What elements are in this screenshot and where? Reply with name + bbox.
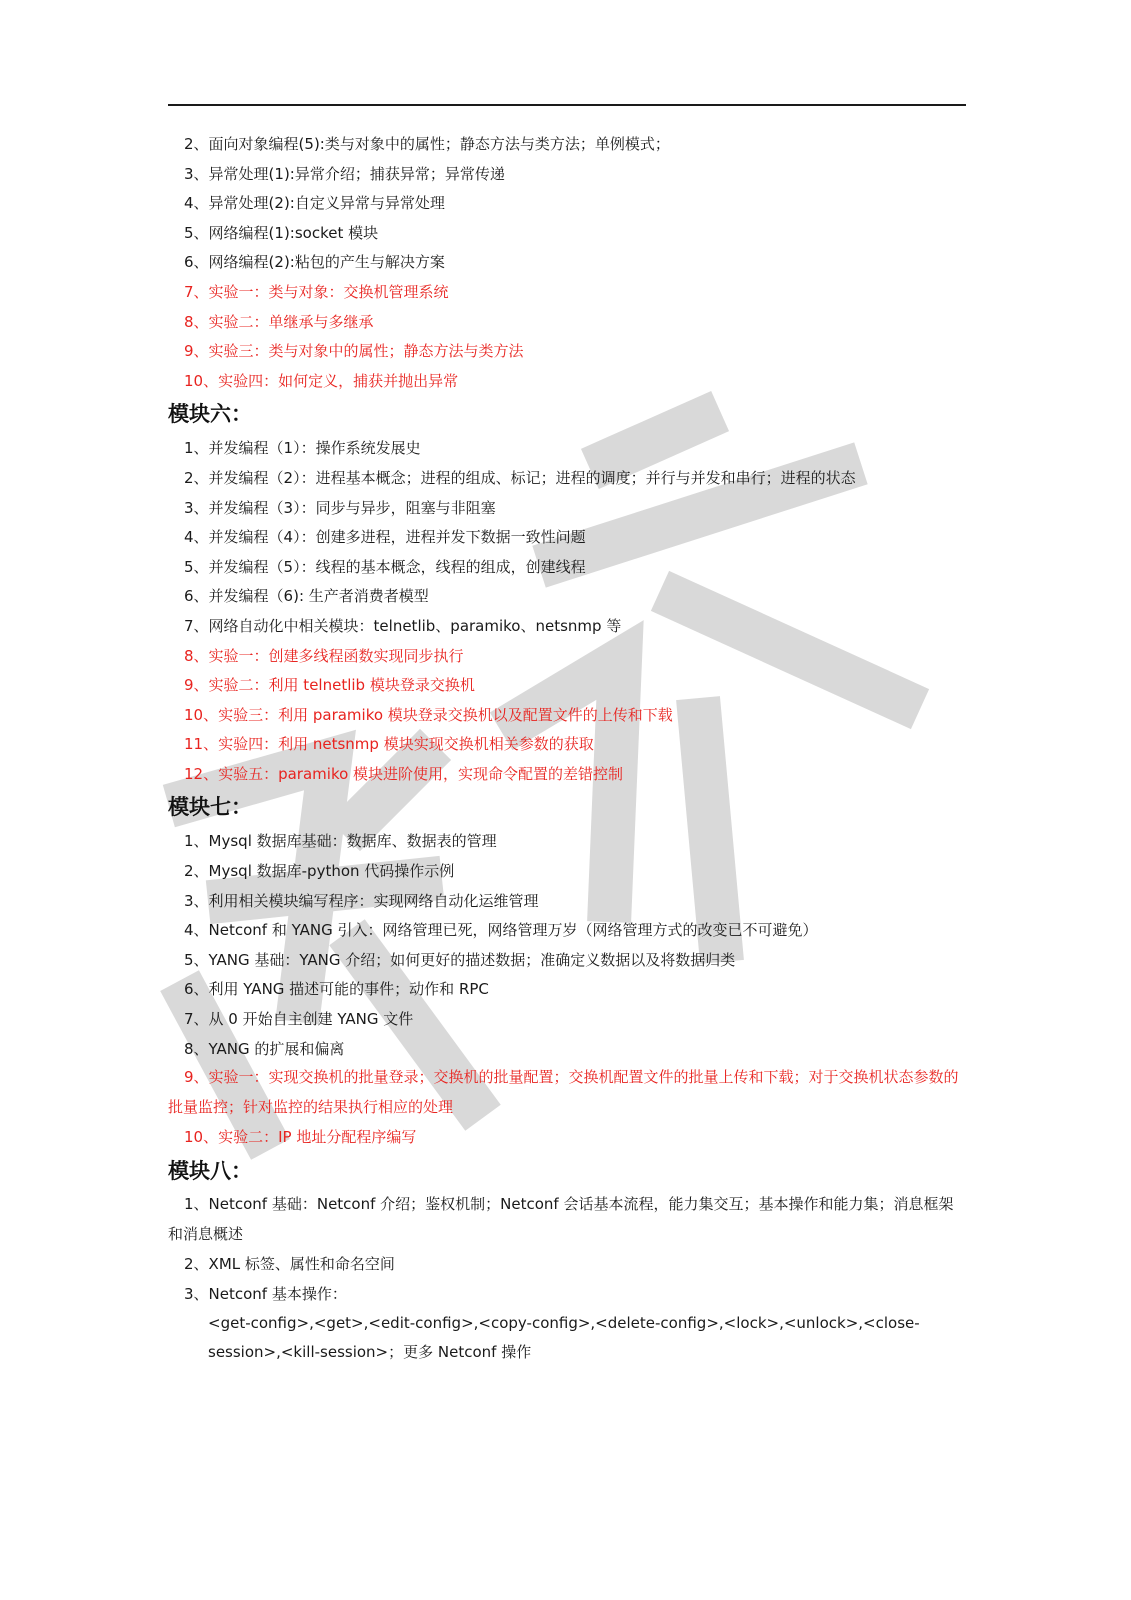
list-item: 8、实验二：单继承与多继承 [184,312,374,331]
module7-lab1: 9、实验一：实现交换机的批量登录；交换机的批量配置；交换机配置文件的批量上传和下载；对于交换机状态参数的批量监控；针对监控的结果执行相应的处理 [168,1068,959,1117]
module8-item-3: 3、Netconf 基本操作： [184,1284,347,1303]
document-body [168,134,966,1377]
module7-list [168,831,966,1058]
list-item: 7、从 0 开始自主创建 YANG 文件 [184,1010,414,1029]
list-item: 7、实验一：类与对象：交换机管理系统 [184,282,449,301]
module6-list [168,438,966,784]
list-item: 3、并发编程（3）：同步与异步，阻塞与非阻塞 [184,498,496,517]
list-item: 10、实验四：如何定义，捕获并抛出异常 [184,371,459,390]
list-item: 9、实验三：类与对象中的属性；静态方法与类方法 [184,342,524,361]
list-item: 8、实验一：创建多线程函数实现同步执行 [184,646,464,665]
list-item: 4、异常处理(2):自定义异常与异常处理 [184,194,445,213]
module5-list [168,134,966,391]
list-item: 11、实验四：利用 netsnmp 模块实现交换机相关参数的获取 [184,735,594,754]
list-item: 5、网络编程(1):socket 模块 [184,223,379,242]
list-item: 2、Mysql 数据库-python 代码操作示例 [184,862,455,881]
list-item: 1、Mysql 数据库基础：数据库、数据表的管理 [184,832,497,851]
list-item: 3、异常处理(1):异常介绍；捕获异常；异常传递 [184,164,505,183]
module6-heading: 模块六： [168,402,252,427]
list-item: 3、利用相关模块编写程序：实现网络自动化运维管理 [184,891,539,910]
module7-heading: 模块七： [168,795,252,820]
list-item: 6、并发编程（6): 生产者消费者模型 [184,587,429,606]
module8-heading: 模块八： [168,1159,252,1183]
list-item: 8、YANG 的扩展和偏离 [184,1039,345,1058]
list-item: 5、并发编程（5）：线程的基本概念，线程的组成，创建线程 [184,557,586,576]
list-item: 5、YANG 基础：YANG 介绍；如何更好的描述数据；准确定义数据以及将数据归类 [184,950,736,969]
module8-item-3-ops: <get-config>,<get>,<edit-config>,<copy-config>,<delete-config>,<lock>,<unlock>,<close-session>,<kill-session>；更多 Netconf 操作 [208,1313,920,1362]
list-item: 10、实验三：利用 paramiko 模块登录交换机以及配置文件的上传和下载 [184,705,673,724]
list-item: 1、并发编程（1）：操作系统发展史 [184,439,421,458]
list-item: 7、网络自动化中相关模块：telnetlib、paramiko、netsnmp 等 [184,616,622,635]
header-rule [168,104,966,106]
list-item: 12、实验五：paramiko 模块进阶使用，实现命令配置的差错控制 [184,764,624,783]
list-item: 4、Netconf 和 YANG 引入：网络管理已死，网络管理万岁（网络管理方式的改变已不可避免） [184,921,818,940]
list-item: 6、利用 YANG 描述可能的事件；动作和 RPC [184,980,489,999]
module7-lab2: 10、实验二：IP 地址分配程序编写 [184,1128,417,1147]
module8-item-1: 1、Netconf 基础：Netconf 介绍；鉴权机制；Netconf 会话基本流程，能力集交互；基本操作和能力集；消息框架和消息概述 [168,1195,954,1243]
module8-item-2: 2、XML 标签、属性和命名空间 [184,1255,395,1274]
list-item: 6、网络编程(2):粘包的产生与解决方案 [184,253,445,272]
list-item: 2、并发编程（2）：进程基本概念；进程的组成、标记；进程的调度；并行与并发和串行；进程的状态 [184,468,856,487]
list-item: 2、面向对象编程(5):类与对象中的属性；静态方法与类方法；单例模式； [184,135,670,153]
list-item: 9、实验二：利用 telnetlib 模块登录交换机 [184,676,475,695]
list-item: 4、并发编程（4）：创建多进程，进程并发下数据一致性问题 [184,528,586,547]
